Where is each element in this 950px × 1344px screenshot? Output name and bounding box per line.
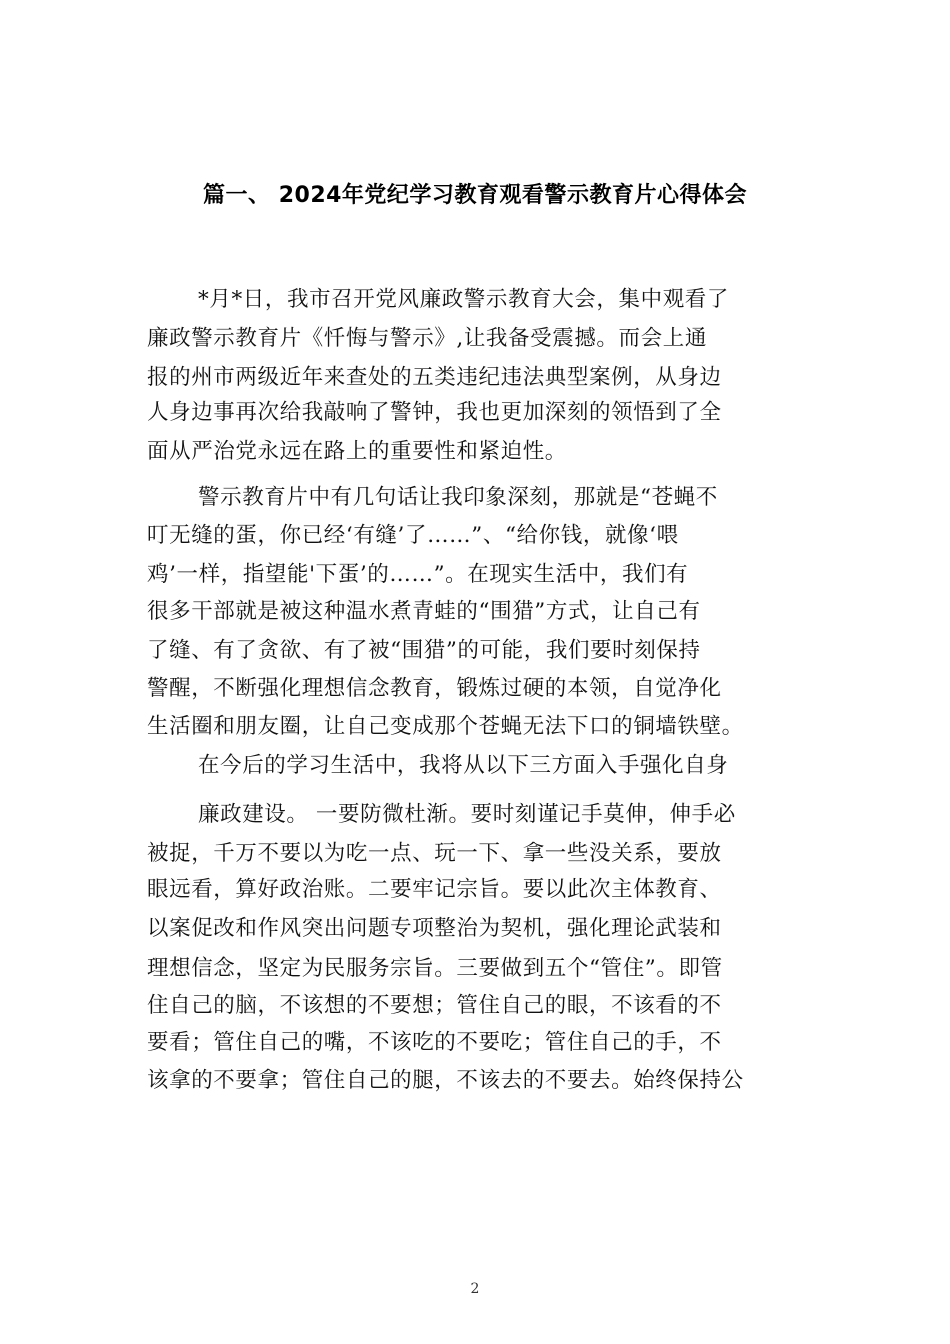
page-number: 2 (470, 1281, 480, 1297)
paragraph-3-line: 眼远看，算好政治账。二要牢记宗旨。要以此次主体教育、 (147, 877, 722, 902)
paragraph-3-line: 该拿的不要拿；管住自己的腿，不该去的不要去。始终保持公 (147, 1068, 744, 1093)
paragraph-3-line: 住自己的脑，不该想的不要想；管住自己的眼，不该看的不 (147, 993, 722, 1018)
paragraph-3-line: 以案促改和作风突出问题专项整治为契机，强化理论武装和 (147, 916, 722, 941)
paragraph-2-line: 很多干部就是被这种温水煮青蛙的“围猎”方式，让自己有 (147, 599, 701, 624)
paragraph-2-line: 警示教育片中有几句话让我印象深刻，那就是“苍蝇不 (198, 485, 718, 510)
paragraph-2-line: 了缝、有了贪欲、有了被“围猎”的可能，我们要时刻保持 (147, 638, 701, 663)
paragraph-2-line: 叮无缝的蛋，你已经‘有缝’了……”、“给你钱，就像‘喂 (147, 523, 679, 548)
paragraph-3-line: 被捉，千万不要以为吃一点、玩一下、拿一些没关系，要放 (147, 841, 722, 866)
paragraph-3-line: 要看；管住自己的嘴，不该吃的不要吃；管住自己的手，不 (147, 1030, 722, 1055)
paragraph-2-line: 警醒，不断强化理想信念教育，锻炼过硬的本领，自觉净化 (147, 676, 722, 701)
paragraph-3-line: 廉政建设。 一要防微杜渐。要时刻谨记手莫伸，伸手必 (198, 802, 736, 827)
document-title: 篇一、 2024年党纪学习教育观看警示教育片心得体会 (203, 183, 747, 208)
paragraph-2-line: 生活圈和朋友圈，让自己变成那个苍蝇无法下口的铜墙铁壁。 (147, 714, 744, 739)
paragraph-1-line: 廉政警示教育片《忏悔与警示》,让我备受震撼。而会上通 (147, 326, 707, 351)
paragraph-1-line: 人身边事再次给我敲响了警钟，我也更加深刻的领悟到了全 (147, 400, 722, 425)
paragraph-1-line: 报的州市两级近年来查处的五类违纪违法典型案例，从身边 (147, 365, 722, 390)
paragraph-1-line: *月*日，我市召开党风廉政警示教育大会，集中观看了 (198, 287, 730, 312)
paragraph-3-line: 理想信念，坚定为民服务宗旨。三要做到五个“管住”。即管 (147, 956, 723, 981)
paragraph-1-line: 面从严治党永远在路上的重要性和紧迫性。 (147, 439, 567, 464)
paragraph-3-line: 在今后的学习生活中，我将从以下三方面入手强化自身 (198, 753, 729, 778)
paragraph-2-line: 鸡’一样，指望能'下蛋’的……”。在现实生活中，我们有 (147, 562, 689, 587)
